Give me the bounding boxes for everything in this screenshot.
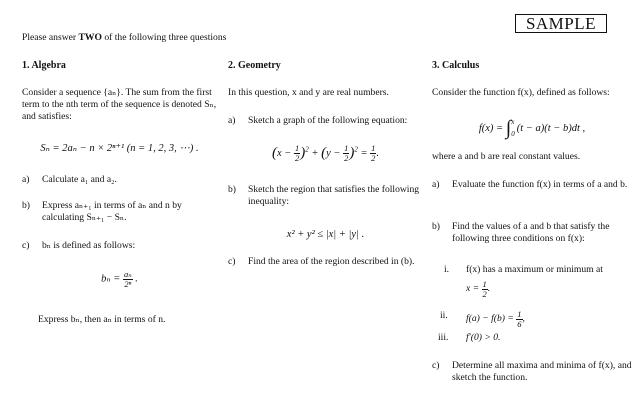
geometry-intro: In this question, x and y are real numbers. — [228, 87, 389, 98]
algebra-intro: Consider a sequence {aₙ}. The sum from the first term to the nth term of the sequence is denoted Sₙ, and satisfies: — [22, 87, 217, 122]
part-text: Evaluate the function f(x) in terms of a and b. — [452, 179, 628, 190]
part-text: Sketch a graph of the following equation: — [248, 115, 408, 126]
exponent: 2 — [354, 145, 358, 154]
condition-equation: x = $\frac{1}{2}$ . — [466, 279, 491, 299]
numerator: 1 — [517, 309, 522, 319]
numerator: 1 — [371, 143, 376, 154]
fraction — [370, 144, 376, 162]
intro-prefix: Please answer — [22, 32, 79, 43]
condition-text: f(a) − f(b) = $\frac{1}{6}$ , — [466, 309, 525, 329]
eq-part: x − — [276, 147, 294, 159]
part-text: Determine all maxima and minima of f(x), and sketch the function. — [452, 360, 632, 383]
part-text: Sketch the region that satisfies the following inequality: — [248, 184, 420, 207]
eq-right: (t − a)(t − b)dt , — [516, 122, 586, 134]
numerator: aₙ — [123, 269, 132, 279]
part-text: Express aₙ₊₁ in terms of aₙ and n by calculating Sₙ₊₁ − Sₙ. — [42, 200, 182, 223]
condition-label: ii. — [440, 310, 448, 321]
part-label: b) — [228, 184, 236, 195]
fraction — [482, 280, 488, 298]
calculus-definition: f(x) = ∫ x 0 (t − a)(t − b)dt , — [478, 117, 586, 139]
numerator: 1 — [344, 143, 349, 154]
fraction — [123, 270, 133, 288]
calculus-constants: where a and b are real constant values. — [432, 151, 581, 162]
part-label: b) — [22, 200, 30, 211]
part-label: c) — [228, 256, 236, 267]
part-label: a) — [432, 179, 440, 190]
integral-upper-limit: x — [511, 118, 515, 127]
part-text: Find the values of a and b that satisfy the following three conditions on f(x): — [452, 221, 610, 244]
integral-lower-limit: 0 — [511, 129, 515, 138]
exponent: 2 — [305, 145, 309, 154]
algebra-equation-1: Sₙ = 2aₙ − n × 2ⁿ⁺¹ (n = 1, 2, 3, ⋯) . — [40, 143, 199, 154]
eq-left: f(a) − f(b) = — [466, 313, 517, 325]
denominator: 2 — [294, 152, 300, 163]
geometry-heading: 2. Geometry — [228, 60, 281, 71]
part-label: c) — [432, 360, 440, 371]
geometry-equation-2: x² + y² ≤ |x| + |y| . — [286, 229, 365, 240]
condition-text: f′(0) > 0. — [466, 332, 501, 343]
algebra-heading: 1. Algebra — [22, 60, 66, 71]
part-text: bₙ is defined as follows: — [42, 240, 136, 251]
algebra-equation-2 — [22, 270, 217, 288]
condition-label: i. — [444, 264, 450, 275]
part-label: a) — [22, 174, 30, 185]
denominator: 2ⁿ — [124, 278, 132, 289]
intro-bold: TWO — [78, 32, 102, 43]
part-label: c) — [22, 240, 30, 251]
part-text: Find the area of the region described in (b). — [248, 256, 415, 267]
fraction — [516, 310, 522, 328]
calculus-heading: 3. Calculus — [432, 60, 480, 71]
part-text: Calculate a₁ and a₂. — [42, 174, 117, 185]
eq-left: x = — [466, 283, 482, 295]
algebra-final: Express bₙ, then aₙ in terms of n. — [38, 314, 166, 325]
geometry-equation-1: (x − $\frac{1}{2}$ )$^2$ + (y − $\frac{1}{2}$ )$^2$ = $\frac{1}{2}$ . — [271, 143, 380, 163]
calculus-intro: Consider the function f(x), defined as follows: — [432, 87, 610, 98]
eq-part: y − — [326, 147, 344, 159]
numerator: 1 — [294, 143, 300, 154]
part-label: b) — [432, 221, 440, 232]
eq-left: f(x) = — [478, 122, 506, 134]
numerator: 1 — [482, 279, 487, 289]
instructions — [22, 32, 226, 44]
part-label: a) — [228, 115, 236, 126]
denominator: 2 — [371, 152, 376, 163]
denominator: 6 — [517, 318, 522, 329]
condition-text: f(x) has a maximum or minimum at — [466, 264, 603, 275]
intro-suffix: of the following three questions — [101, 32, 227, 43]
denominator: 2 — [344, 152, 349, 163]
eq-end: . — [132, 273, 138, 285]
denominator: 2 — [482, 288, 487, 299]
eq-left: bₙ = — [101, 273, 123, 285]
condition-label: iii. — [438, 332, 449, 343]
sample-stamp: SAMPLE — [515, 14, 607, 33]
